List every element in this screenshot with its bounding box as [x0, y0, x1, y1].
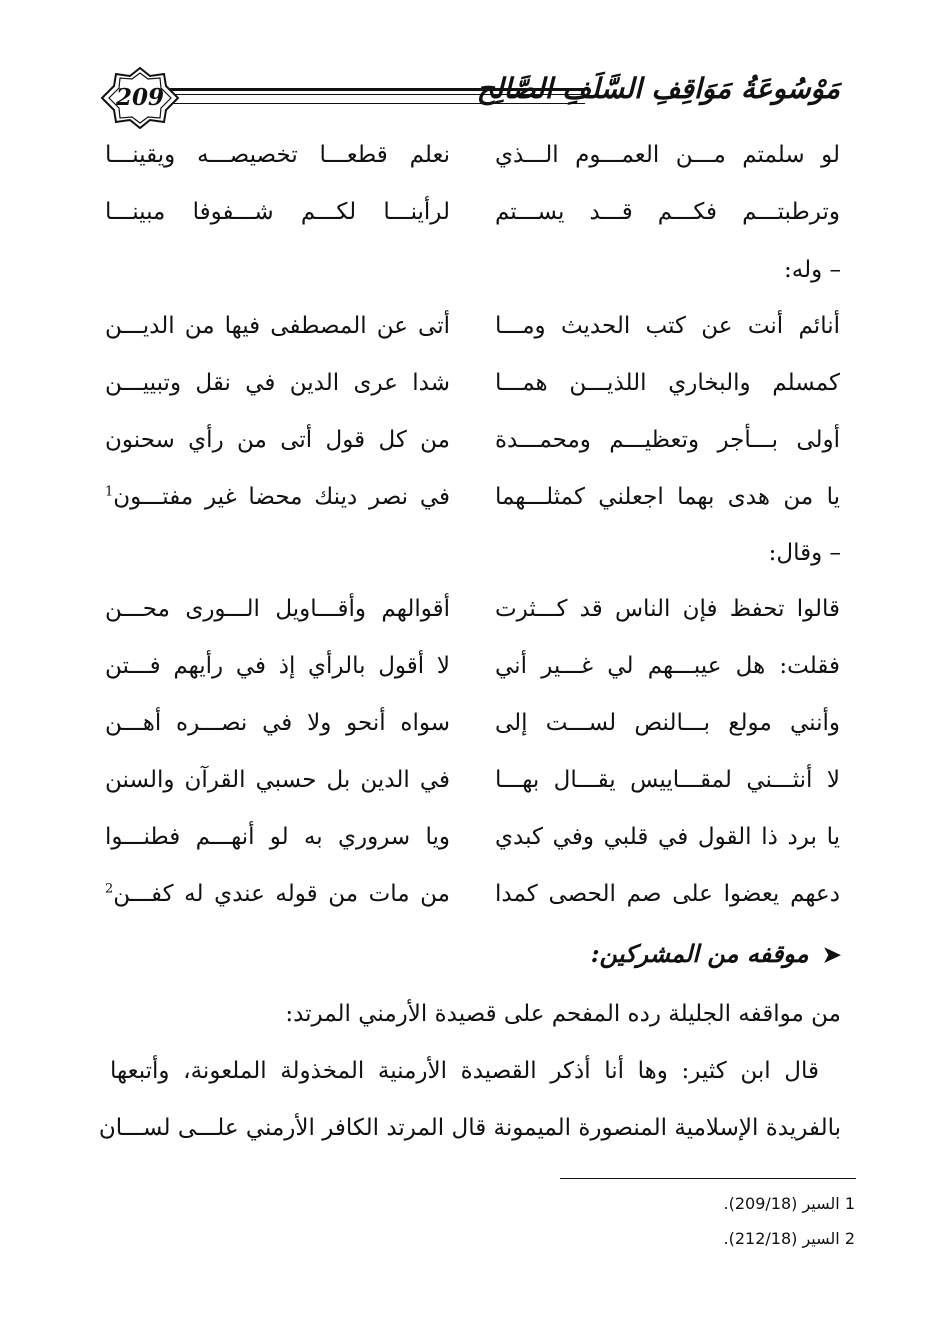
- verse-left-hemistich: نعلم قطعـــا تخصيصـــه ويقينـــا: [105, 142, 450, 168]
- footnote-rule: [560, 1178, 856, 1179]
- verse-left-text: من مات من قوله عندي له كفـــن: [113, 881, 450, 907]
- section-heading-text: موقفه من المشركين:: [590, 939, 809, 968]
- verse-line: [105, 589, 840, 629]
- verse-line: [105, 760, 840, 800]
- verse-right-hemistich: لا أنثـــني لمقـــاييس يقـــال بهـــا: [495, 767, 840, 793]
- verse-right-hemistich: أولى بـــأجر وتعظيـــم ومحمـــدة: [495, 427, 840, 453]
- verse-line: [105, 192, 840, 232]
- book-title: مَوْسُوعَةُ مَوَاقِفِ السَّلَفِ الصَّالِح: [476, 72, 840, 105]
- verse-left-hemistich: سواه أنحو ولا في نصـــره أهـــن: [105, 710, 450, 736]
- footnote-number: 1: [844, 1194, 855, 1213]
- verse-line: [105, 135, 840, 175]
- verse-right-hemistich: كمسلم والبخاري اللذيـــن همـــا: [495, 370, 840, 396]
- paragraph-line: قال ابن كثير: وها أنا أذكر القصيدة الأرمنية المخذولة الملعونة، وأتبعها: [110, 1058, 819, 1084]
- verse-left-hemistich: أقوالهم وأقـــاويل الـــورى محـــن: [105, 596, 450, 622]
- footnote-text: السير (209/18).: [723, 1194, 840, 1213]
- verse-line: [105, 703, 840, 743]
- section-heading: [591, 932, 841, 977]
- verse-left-hemistich: ويا سروري به لو أنهـــم فطنـــوا: [105, 824, 450, 850]
- page-header: [100, 66, 840, 130]
- verse-left-hemistich: أتى عن المصطفى فيها من الديـــن: [105, 313, 450, 339]
- footnote-text: السير (212/18).: [723, 1229, 840, 1248]
- verse-line: [105, 420, 840, 460]
- verse-left-text: في نصر دينك محضا غير مفتـــون: [113, 484, 450, 510]
- verse-right-hemistich: قالوا تحفظ فإن الناس قد كـــثرت: [495, 596, 840, 622]
- verse-line: [105, 363, 840, 403]
- header-rule: [170, 88, 585, 104]
- verse-line: [105, 477, 840, 517]
- verse-left-hemistich: شدا عرى الدين في نقل وتبييـــن: [105, 370, 450, 396]
- page-number-badge: [100, 66, 180, 130]
- verse-left-hemistich: [105, 477, 450, 517]
- verse-left-hemistich: من كل قول أتى من رأي سحنون: [105, 427, 450, 453]
- verse-right-hemistich: أنائم أنت عن كتب الحديث ومـــا: [495, 313, 840, 339]
- verse-left-hemistich: في الدين بل حسبي القرآن والسنن: [105, 767, 450, 793]
- verse-right-hemistich: لو سلمتم مـــن العمـــوم الـــذي: [495, 142, 840, 168]
- verse-left-hemistich: لرأينـــا لكـــم شـــفوفا مبينـــا: [105, 199, 450, 225]
- verse-line: [105, 817, 840, 857]
- arrow-left-icon: ➤: [822, 942, 841, 968]
- verse-right-hemistich: وأنني مولع بـــالنص لســـت إلى: [495, 710, 840, 736]
- intro-label: – وله:: [783, 257, 841, 283]
- verse-right-hemistich: دعهم يعضوا على صم الحصى كمدا: [495, 881, 840, 907]
- verse-right-hemistich: يا برد ذا القول في قلبي وفي كبدي: [495, 824, 840, 850]
- verse-right-hemistich: وترطبتـــم فكـــم قـــد يســـتم: [495, 199, 840, 225]
- verse-right-hemistich: يا من هدى بهما اجعلني كمثلـــهما: [495, 484, 840, 510]
- footnote: [724, 1227, 855, 1251]
- verse-left-hemistich: [105, 874, 450, 914]
- verse-line: [105, 646, 840, 686]
- footnote-marker[interactable]: 1: [105, 484, 114, 500]
- footnote-marker[interactable]: 2: [105, 881, 114, 897]
- verse-right-hemistich: فقلت: هل عيبـــهم لي غـــير أني: [495, 653, 840, 679]
- page-number: 209: [115, 84, 164, 111]
- verse-line: [105, 306, 840, 346]
- verse-line: [105, 874, 840, 914]
- footnote-number: 2: [844, 1229, 855, 1248]
- paragraph-line: من مواقفه الجليلة رده المفحم على قصيدة الأرمني المرتد:: [285, 1001, 841, 1027]
- paragraph-line: بالفريدة الإسلامية المنصورة الميمونة قال المرتد الكافر الأرمني علـــى لســـان: [98, 1115, 841, 1141]
- intro-label: – وقال:: [768, 540, 841, 566]
- verse-left-hemistich: لا أقول بالرأي إذ في رأيهم فـــتن: [105, 653, 450, 679]
- footnote: [724, 1192, 855, 1216]
